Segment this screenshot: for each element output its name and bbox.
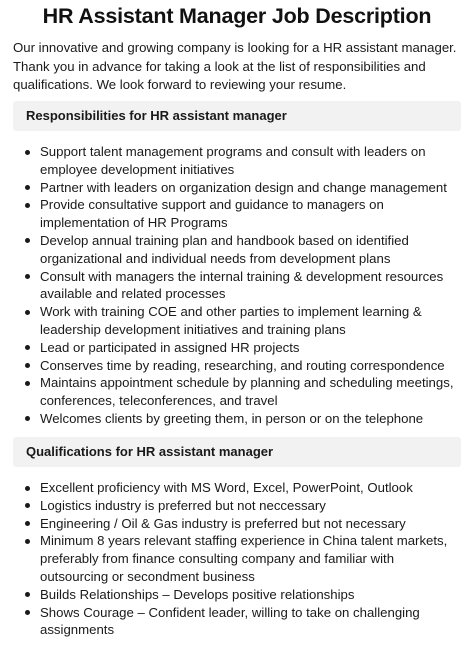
list-item: Lead or participated in assigned HR projects — [22, 339, 462, 357]
list-item: Partner with leaders on organization design and change management — [22, 179, 462, 197]
list-item: Maintains appointment schedule by planning and scheduling meetings, conferences, teleconferences, and travel — [22, 374, 462, 410]
list-item: Minimum 8 years relevant staffing experience in China talent markets, preferably from finance consulting company and familiar with outsourcing or secondment business — [22, 532, 462, 585]
responsibilities-heading: Responsibilities for HR assistant manager — [13, 101, 461, 131]
list-item: Develop annual training plan and handbook based on identified organizational and individual needs from development plans — [22, 232, 462, 268]
responsibilities-list — [22, 143, 462, 428]
list-item: Builds Relationships – Develops positive relationships — [22, 586, 462, 604]
list-item: Provide consultative support and guidance to managers on implementation of HR Programs — [22, 196, 462, 232]
list-item: Welcomes clients by greeting them, in person or on the telephone — [22, 410, 462, 428]
list-item: Work with training COE and other parties to implement learning & leadership development initiatives and training plans — [22, 303, 462, 339]
list-item: Engineering / Oil & Gas industry is preferred but not necessary — [22, 515, 462, 533]
list-item: Support talent management programs and consult with leaders on employee development initiatives — [22, 143, 462, 179]
list-item: Conserves time by reading, researching, and routing correspondence — [22, 357, 462, 375]
list-item: Consult with managers the internal training & development resources available and related processes — [22, 268, 462, 304]
qualifications-heading: Qualifications for HR assistant manager — [13, 437, 461, 467]
intro-paragraph: Our innovative and growing company is looking for a HR assistant manager. Thank you in advance for taking a look at the list of responsibilities and qualifications. We look forward to reviewing your resume. — [13, 40, 457, 93]
list-item: Excellent proficiency with MS Word, Excel, PowerPoint, Outlook — [22, 479, 462, 497]
page-title: HR Assistant Manager Job Description — [42, 4, 432, 28]
qualifications-list — [22, 479, 462, 639]
list-item: Logistics industry is preferred but not neccessary — [22, 497, 462, 515]
list-item: Shows Courage – Confident leader, willing to take on challenging assignments — [22, 604, 462, 640]
